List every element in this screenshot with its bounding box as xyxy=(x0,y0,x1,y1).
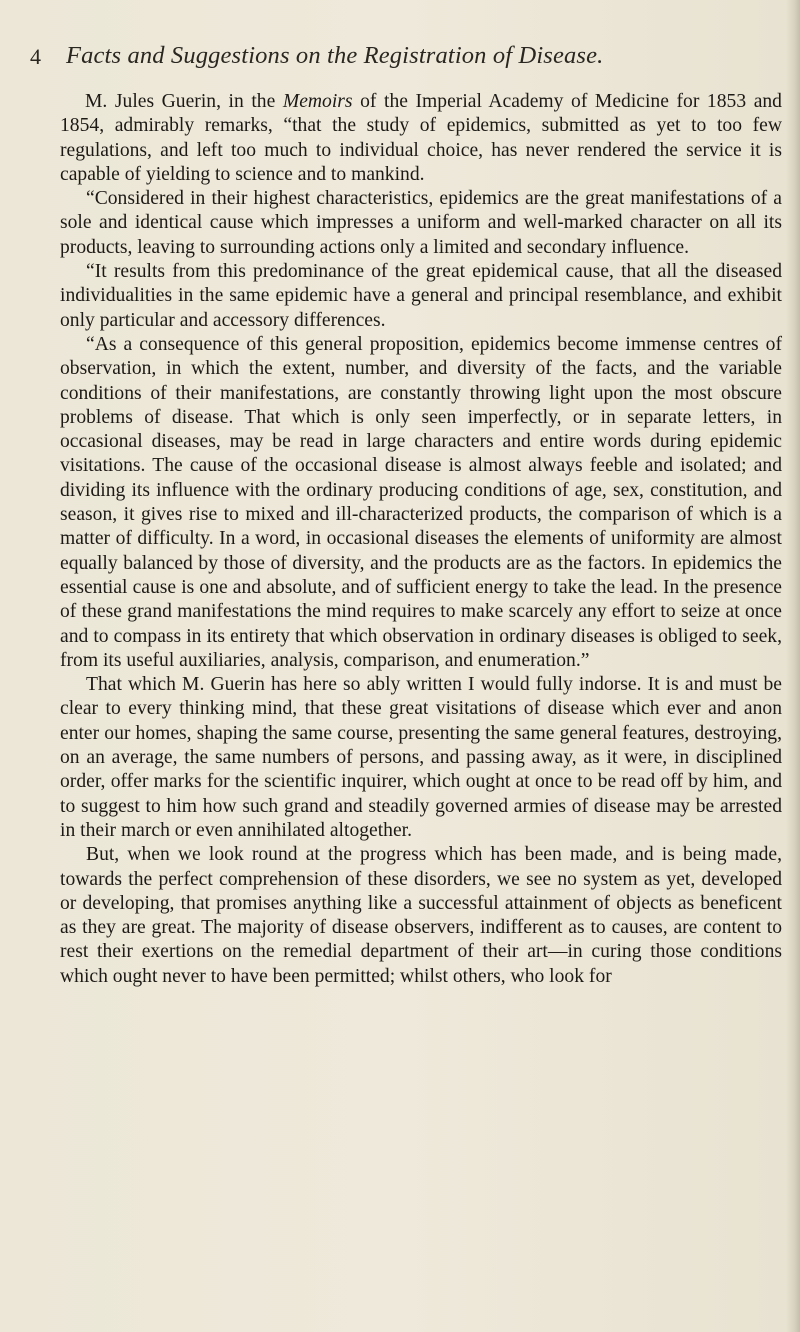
body-text xyxy=(60,90,782,989)
paragraph-3: “It results from this predominance of the great epidemical cause, that all the diseased individualities in the same epidemic have a general and principal resemblance, and exhibit only particular and accessory differences. xyxy=(60,261,782,331)
paragraph-2: “Considered in their highest characteristics, epidemics are the great manifestations of a sole and identical cause which impresses a uniform and well-marked character on all its products, leaving to surrounding actions only a limited and secondary influence. xyxy=(60,188,782,258)
running-head-title: Facts and Suggestions on the Registration of Disease. xyxy=(66,42,604,69)
paragraph-4: “As a consequence of this general proposition, epidemics become immense centres of observation, in which the extent, number, and diversity of the facts, and the variable conditions of their manifestations, are constantly throwing light upon the most obscure problems of disease. That which is only seen imperfectly, or in separate letters, in occasional diseases, may be read in large characters and entire words during epidemic visitations. The cause of the occasional disease is almost always feeble and isolated; and dividing its influence with the ordinary producing conditions of age, sex, constitution, and season, it gives rise to mixed and ill-characterized products, the comparison of which is a matter of difficulty. In a word, in occasional diseases the elements of uniformity are almost equally balanced by those of diversity, and the products are as the factors. In epidemics the essential cause is one and absolute, and of sufficient energy to take the lead. In the presence of these grand manifestations the mind requires to make scarcely any effort to seize at once and to compass in its entirety that which observation in ordinary diseases is obliged to seek, from its useful auxiliaries, analysis, comparison, and enumeration.” xyxy=(60,333,782,671)
memoirs-italic: Memoirs xyxy=(282,91,353,112)
page-edge-shadow xyxy=(786,0,800,1332)
paragraph-1-text-end: of the Imperial Academy of Medicine for 1853 and 1854, admirably remarks, “that the study of epidemics, submitted as yet to too few regulations, and left too much to individual choice, has never rendered the service it is capable of yielding to science and to mankind. xyxy=(60,91,782,185)
paragraph-6: But, when we look round at the progress which has been made, and is being made, towards the perfect comprehension of these disorders, we see no system as yet, developed or developing, that promises anything like a successful attainment of objects as beneficent as they are great. The majority of disease observers, indifferent as to causes, are content to rest their exertions on the remedial department of their art—in curing those conditions which ought never to have been permitted; whilst others, who look for xyxy=(60,844,782,987)
running-head xyxy=(30,44,790,76)
page-number: 4 xyxy=(30,44,41,69)
paragraph-5: That which M. Guerin has here so ably written I would fully indorse. It is and must be clear to every thinking mind, that these great visitations of disease which ever and anon enter our homes, shaping the same course, presenting the same general features, destroying, on an average, the same numbers of persons, and passing away, as it were, in disciplined order, offer marks for the scientific inquirer, which ought at once to be read off by him, and to suggest to him how such grand and steadily governed armies of disease may be arrested in their march or even annihilated altogether. xyxy=(60,674,782,841)
paragraph-1-text-start: M. Jules Guerin, in the xyxy=(85,91,283,112)
paragraph-1 xyxy=(60,90,782,187)
